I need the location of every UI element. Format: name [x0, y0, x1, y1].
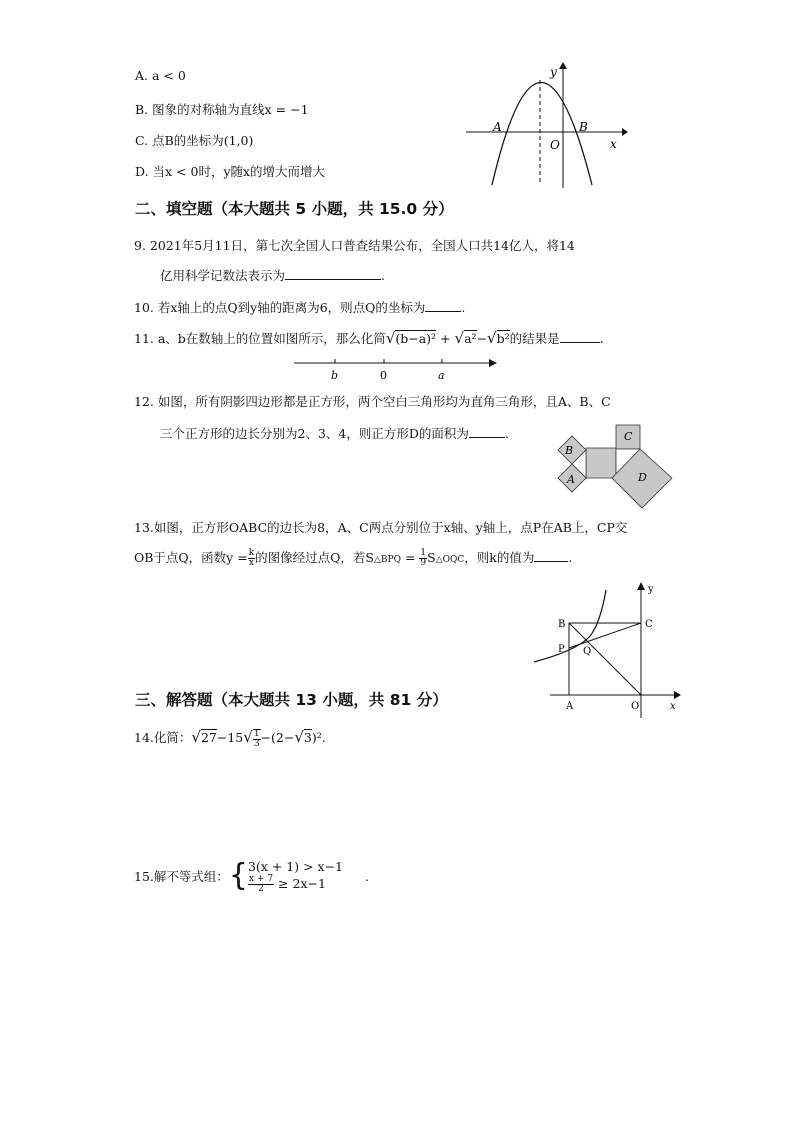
q13-frac2-num: 1 [420, 548, 427, 558]
q13-text-a: OB于点Q，函数y = [134, 550, 248, 565]
graph1-point-a: A [493, 120, 502, 134]
q12-line1: 12. 如图，所有阴影四边形都是正方形，两个空白三角形均为直角三角形，且A、B、C [134, 394, 611, 409]
square-b-label: B [565, 444, 574, 457]
q9-tail: . [381, 268, 385, 283]
q15-tail: . [365, 868, 369, 884]
q13-answer-blank [534, 549, 568, 562]
section-3-heading: 三、解答题（本大题共 13 小题，共 81 分） [135, 691, 448, 709]
q11: 11. a、b在数轴上的位置如图所示，那么化简√(b−a)² + √a²−√b²的结果是 . [134, 329, 604, 347]
q9-line2 [160, 266, 385, 284]
q9-answer-blank [285, 267, 381, 280]
q14-pre: 14.化简： [134, 730, 192, 745]
q11-radicand-1: (b−a)² [395, 331, 437, 346]
q14-post2: )². [311, 730, 326, 745]
graph1-x-label: x [610, 137, 617, 151]
square-d-label: D [638, 471, 647, 484]
graph1-y-label: y [550, 65, 557, 79]
q13-frac-num: k [248, 548, 255, 558]
q10-text: 10. 若x轴上的点Q到y轴的距离为6，则点Q的坐标为 [134, 300, 426, 315]
square-c-label: C [624, 430, 633, 443]
q13-sub-bpq: △BPQ [373, 555, 401, 565]
q10-answer-blank [425, 299, 461, 312]
q11-tail: . [599, 331, 604, 346]
option-d: D. 当x < 0时，y随x的增大而增大 [135, 164, 326, 179]
q14-mid: −15 [216, 730, 244, 745]
graph2-a-label: A [566, 701, 574, 712]
q11-answer-blank [560, 330, 600, 343]
q15-system [248, 858, 343, 894]
q13-tail: . [568, 550, 573, 565]
option-b: B. 图象的对称轴为直线x = −1 [135, 102, 309, 117]
numberline-b-label: b [331, 369, 339, 382]
q13-text-c: S [427, 550, 436, 565]
q12-tail: . [504, 426, 509, 441]
graph2-q-label: Q [583, 646, 592, 657]
numberline-zero-label: 0 [380, 369, 387, 382]
q11-pre: 11. a、b在数轴上的位置如图所示，那么化简 [134, 331, 386, 346]
graph2-p-label: P [558, 644, 565, 655]
q13-frac2-den: 9 [420, 558, 427, 568]
q11-radicand-3: b² [496, 331, 510, 346]
q13-line2 [134, 548, 572, 568]
square-a-label: A [567, 473, 575, 486]
q13-text-b: 的图像经过点Q，若S [255, 550, 374, 565]
q11-plus: + [436, 331, 455, 346]
q11-radicand-2: a² [464, 331, 477, 346]
option-a: A. a < 0 [135, 68, 186, 83]
q15-ineq1: 3(x + 1) > x−1 [247, 859, 344, 874]
section-2-heading: 二、填空题（本大题共 5 小题，共 15.0 分） [135, 200, 454, 218]
q14-fraction [253, 729, 261, 749]
q13-fraction-one-ninth [419, 549, 427, 568]
q15 [134, 858, 369, 894]
graph2-x-label: x [670, 701, 676, 712]
graph2-c-label: C [645, 619, 653, 630]
number-line [290, 354, 505, 384]
q13-text-d: ，则k的值为 [464, 550, 535, 565]
q9-text: 亿用科学记数法表示为 [160, 268, 286, 283]
q14-radicand-3: 3 [303, 730, 312, 745]
q15-frac-num: x + 7 [248, 874, 274, 884]
parabola-graph [462, 60, 632, 190]
q9-line1: 9. 2021年5月11日，第七次全国人口普查结果公布，全国人口共14亿人，将14 [134, 238, 575, 253]
q11-post: 的结果是 [509, 331, 560, 346]
q15-ineq2 [248, 875, 343, 894]
q14-frac-den: 3 [253, 738, 260, 749]
q13-line1: 13.如图，正方形OABC的边长为8，A、C两点分别位于x轴、y轴上，点P在AB上，CP交 [134, 520, 628, 535]
q12-answer-blank [469, 425, 505, 438]
q10-tail: . [461, 300, 466, 315]
q12-line2 [160, 424, 509, 442]
q13-frac-den: x [248, 558, 254, 568]
q15-frac-den: 2 [258, 884, 264, 894]
option-c: C. 点B的坐标为(1,0) [135, 133, 254, 148]
q15-pre: 15.解不等式组： [134, 869, 229, 884]
q15-brace: { [228, 858, 248, 893]
q12-text: 三个正方形的边长分别为2、3、4，则正方形D的面积为 [160, 426, 469, 441]
q14-frac-num: 1 [253, 728, 260, 739]
numberline-a-label: a [438, 369, 445, 382]
squares-figure [548, 420, 676, 510]
q13-sub-oqc: △OQC [435, 555, 465, 565]
graph2-o-label: O [631, 701, 640, 712]
graph1-origin-label: O [550, 138, 560, 152]
graph1-point-b: B [579, 120, 588, 134]
q15-ineq2-tail: ≥ 2x−1 [278, 876, 326, 891]
graph2-b-label: B [558, 619, 566, 630]
q14: 14.化简：√27−15√ $\frac{1}{3}$ −(2−√3)². [134, 728, 326, 749]
graph2-y-label: y [648, 584, 654, 595]
q13-eq: = [400, 550, 420, 565]
square-oabc-graph [528, 580, 688, 720]
q14-post1: −(2− [260, 730, 295, 745]
q11-minus: − [476, 331, 488, 346]
q10 [134, 298, 465, 316]
q15-fraction [248, 875, 274, 894]
q14-radicand-27: 27 [200, 730, 217, 745]
